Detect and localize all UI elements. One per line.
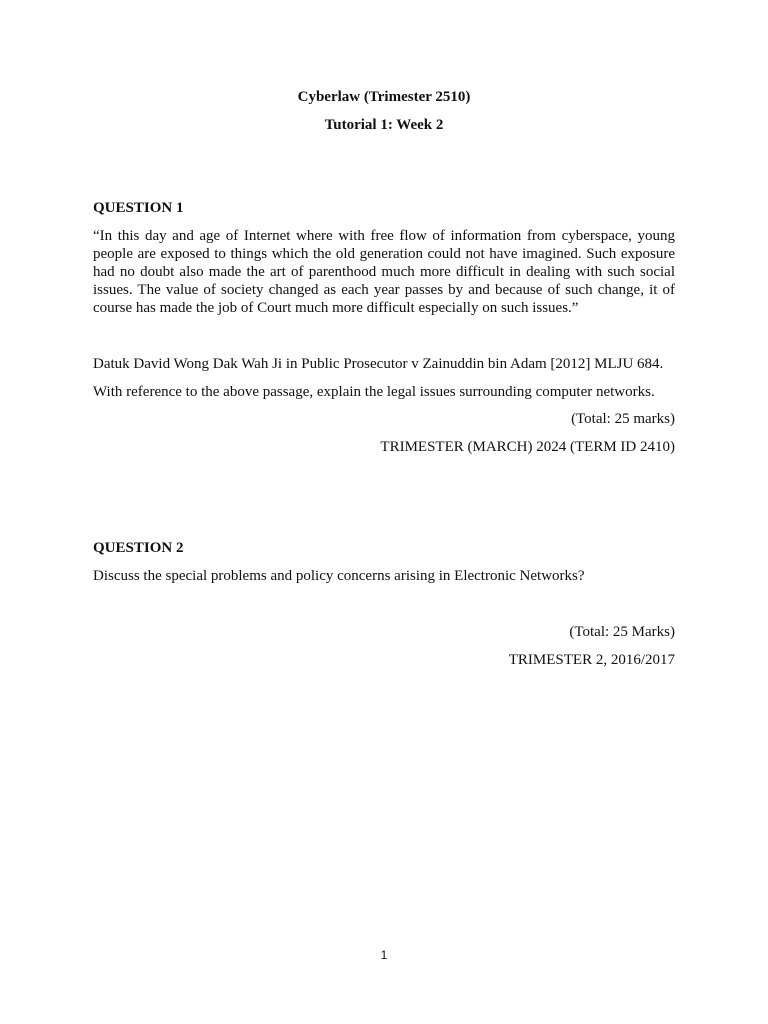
page-number: 1 <box>380 948 388 962</box>
question-2-marks: (Total: 25 Marks) <box>569 624 675 640</box>
question-2-text: Discuss the special problems and policy concerns arising in Electronic Networks? <box>93 568 585 584</box>
course-title: Cyberlaw (Trimester 2510) <box>297 89 471 105</box>
question-1-heading: QUESTION 1 <box>93 200 184 216</box>
question-1-marks: (Total: 25 marks) <box>571 411 675 427</box>
question-1-citation: Datuk David Wong Dak Wah Ji in Public Prosecutor v Zainuddin bin Adam [2012] MLJU 684. <box>93 356 664 372</box>
question-2-heading: QUESTION 2 <box>93 540 184 556</box>
question-1-quote: “In this day and age of Internet where with free flow of information from cyberspace, young people are exposed to things which the old generation could not have imagined. Such exposure had no doubt also made the art of parenthood much more difficult in dealing with such social issues. The value of society changed as each year passes by and because of such change, it of course has made the job of Court much more difficult especially on such issues.” <box>93 228 675 316</box>
question-1-source: TRIMESTER (MARCH) 2024 (TERM ID 2410) <box>380 439 675 455</box>
question-1-instruction: With reference to the above passage, explain the legal issues surrounding computer networks. <box>93 384 655 400</box>
tutorial-title: Tutorial 1: Week 2 <box>324 117 444 133</box>
question-2-source: TRIMESTER 2, 2016/2017 <box>508 652 675 668</box>
